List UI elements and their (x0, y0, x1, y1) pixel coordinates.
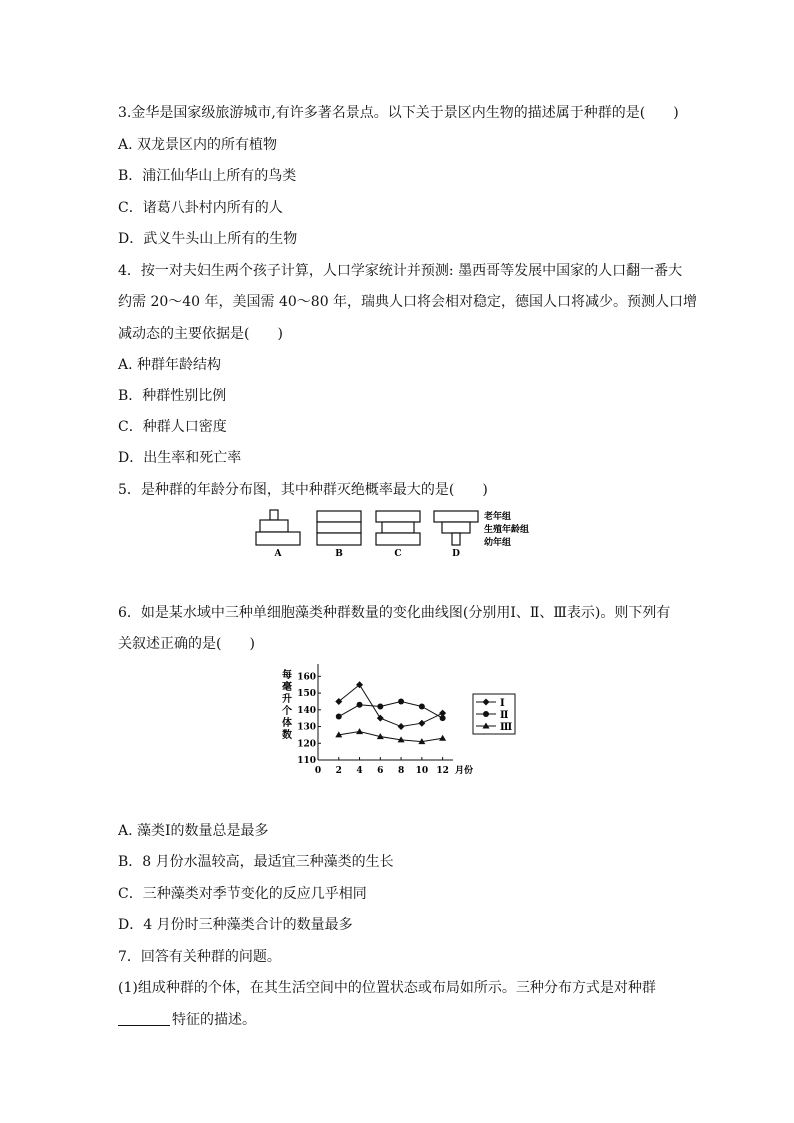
legend-old-age: 老年组 (484, 512, 512, 522)
series-3-point (356, 728, 363, 734)
q3-option-d: D．武义牛头山上所有的生物 (118, 231, 298, 247)
y-label-char: 数 (282, 730, 292, 741)
series-2-point (377, 703, 383, 709)
q4-option-d: D．出生率和死亡率 (118, 450, 242, 466)
y-tick-label: 110 (297, 756, 316, 766)
series-2-point (440, 715, 446, 721)
q4-option-a: A. 种群年龄结构 (118, 357, 222, 373)
y-tick-label: 140 (297, 705, 316, 716)
legend-label-1: Ⅰ (500, 698, 505, 709)
x-tick-label: 4 (356, 766, 363, 776)
y-label-char: 体 (282, 718, 292, 729)
legend-juvenile: 幼年组 (484, 538, 512, 548)
q4-option-b: B．种群性别比例 (118, 388, 227, 404)
q4-option-c: C．种群人口密度 (118, 419, 227, 435)
series-line-2 (339, 701, 443, 718)
q3-stem: 3.金华是国家级旅游城市,有许多著名景点。以下关于景区内生物的描述属于种群的是( ) (118, 105, 679, 121)
q4-stem-line-2: 约需 20～40 年，美国需 40～80 年，瑞典人口将会相对稳定，德国人口将减少。预测人口增 (118, 294, 698, 310)
pyramid-label-d: D (452, 549, 460, 559)
series-1-point (377, 715, 384, 722)
pyramid-label-a: A (274, 549, 282, 559)
x-axis-label: 月份 (455, 766, 474, 776)
q5-stem: 5．是种群的年龄分布图，其中种群灭绝概率最大的是( ) (118, 482, 488, 498)
q7-stem: 7．回答有关种群的问题。 (118, 949, 281, 965)
x-tick-label: 10 (415, 766, 429, 776)
series-2-point (336, 714, 342, 720)
y-tick-label: 150 (297, 689, 316, 700)
q6-option-a: A. 藻类Ⅰ的数量总是最多 (118, 823, 269, 839)
x-tick-label: 8 (397, 766, 405, 776)
q7-sub1-line-1: (1)组成种群的个体，在其生活空间中的位置状态或布局如所示。三种分布方式是对种群 (118, 980, 656, 996)
q7-sub1-line-2 (118, 1011, 256, 1029)
y-label-char: 个 (282, 706, 292, 717)
q4-stem-line-3: 减动态的主要依据是( ) (118, 326, 283, 342)
y-axis-label (282, 668, 292, 741)
series-line-3 (339, 732, 443, 742)
y-label-char: 每 (282, 670, 292, 681)
y-tick-label: 120 (297, 739, 316, 750)
series-2-point (419, 703, 425, 709)
q3-option-b: B．浦江仙华山上所有的鸟类 (118, 168, 297, 184)
series-2-point (357, 702, 363, 708)
algae-line-chart (275, 660, 535, 780)
legend-marker-2 (483, 711, 489, 717)
q6-option-b: B．8 月份水温较高，最适宜三种藻类的生长 (118, 854, 394, 870)
q6-option-c: C．三种藻类对季节变化的反应几乎相同 (118, 886, 367, 902)
q3-option-a: A. 双龙景区内的所有植物 (118, 137, 278, 153)
q6-stem-line-2: 关叙述正确的是( ) (118, 636, 255, 652)
legend-label-3: Ⅲ (500, 722, 513, 733)
y-label-char: 毫 (282, 682, 292, 693)
y-tick-label: 130 (297, 722, 316, 733)
q6-stem-line-1: 6．如是某水域中三种单细胞藻类种群数量的变化曲线图(分别用Ⅰ、Ⅱ、Ⅲ表示)。则下列有 (118, 605, 671, 621)
pyramid-label-c: C (394, 549, 402, 559)
age-pyramid-figure (250, 505, 550, 561)
q7-sub1-line-2-text: 特征的描述。 (172, 1012, 256, 1028)
pyramid-label-b: B (335, 549, 343, 559)
series-2-point (398, 698, 404, 704)
answer-blank[interactable] (118, 1011, 170, 1026)
x-tick-label: 0 (314, 766, 322, 776)
series-3-point (439, 735, 446, 741)
y-label-char: 升 (282, 694, 292, 705)
q6-option-d: D．4 月份时三种藻类合计的数量最多 (118, 917, 353, 933)
x-tick-label: 12 (436, 766, 449, 776)
q4-stem-line-1: 4．按一对夫妇生两个孩子计算，人口学家统计并预测: 墨西哥等发展中国家的人口翻一番大 (118, 263, 683, 279)
series-1-point (418, 720, 425, 727)
legend-reproductive-age: 生殖年龄组 (484, 525, 530, 535)
q3-option-c: C．诸葛八卦村内所有的人 (118, 200, 283, 216)
series-line-1 (339, 685, 443, 727)
y-tick-label: 160 (297, 672, 316, 683)
series-1-point (398, 723, 405, 730)
x-tick-label: 6 (377, 766, 384, 776)
x-tick-label: 2 (335, 766, 342, 776)
legend-label-2: Ⅱ (500, 710, 509, 721)
